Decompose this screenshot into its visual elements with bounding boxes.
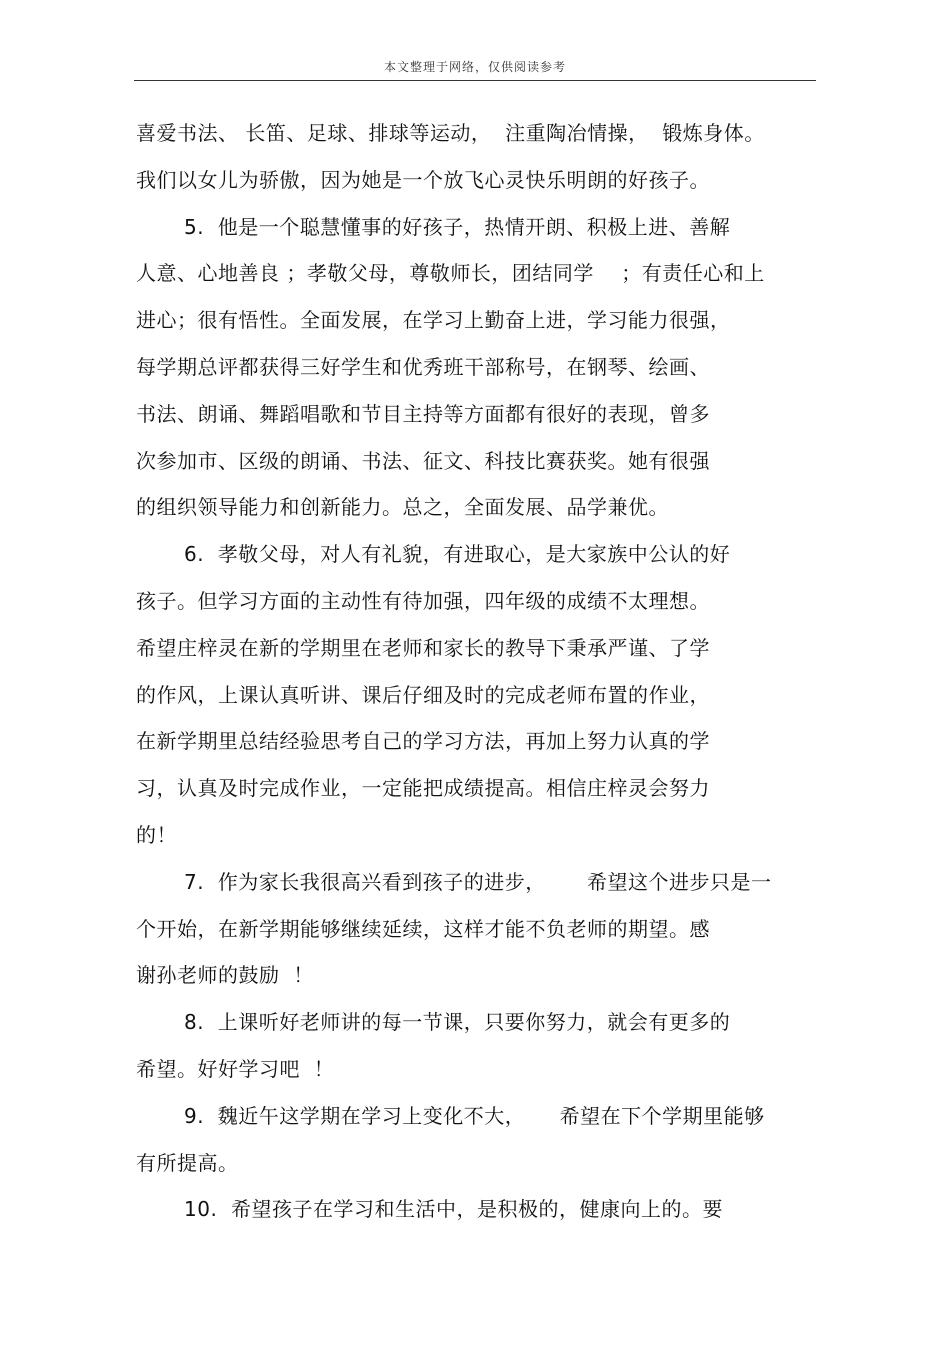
- text-line: 的！: [136, 822, 177, 847]
- text-line: 6. 孝敬父母，对人有礼貌，有进取心，是大家族中公认的好: [184, 542, 731, 567]
- text-line: 谢孙老师的鼓励 ！: [136, 963, 314, 988]
- document-body: [136, 110, 816, 1233]
- text-line: 10. 希望孩子在学习和生活中，是积极的，健康向上的。要: [184, 1197, 724, 1222]
- text-line: 进心；很有悟性。全面发展，在学习上勤奋上进，学习能力很强，: [136, 308, 731, 333]
- text-line: 我们以女儿为骄傲，因为她是一个放飞心灵快乐明朗的好孩子。: [136, 167, 710, 192]
- text-line: 个开始，在新学期能够继续延续，这样才能不负老师的期望。感: [136, 916, 710, 941]
- text-line: 有所提高。: [136, 1150, 239, 1175]
- text-line: 7. 作为家长我很高兴看到孩子的进步， 希望这个进步只是一: [184, 869, 772, 894]
- text-line: 希望庄梓灵在新的学期里在老师和家长的教导下秉承严谨、了学: [136, 635, 710, 660]
- text-line: 次参加市、区级的朗诵、书法、征文、科技比赛获奖。她有很强: [136, 448, 710, 473]
- page-header: 本文整理于网络，仅供阅读参考: [383, 60, 566, 74]
- text-line: 9. 魏近午这学期在学习上变化不大， 希望在下个学期里能够: [184, 1103, 765, 1128]
- text-line: 8. 上课听好老师讲的每一节课，只要你努力，就会有更多的: [184, 1010, 731, 1035]
- text-line: 书法、朗诵、舞蹈唱歌和节目主持等方面都有很好的表现，曾多: [136, 401, 710, 426]
- text-line: 孩子。但学习方面的主动性有待加强，四年级的成绩不太理想。: [136, 588, 710, 613]
- text-line: 的作风，上课认真听讲、课后仔细及时的完成老师布置的作业，: [136, 682, 710, 707]
- text-line: 习，认真及时完成作业，一定能把成绩提高。相信庄梓灵会努力: [136, 776, 710, 801]
- text-line: 每学期总评都获得三好学生和优秀班干部称号，在钢琴、绘画、: [136, 354, 710, 379]
- text-line: 在新学期里总结经验思考自己的学习方法，再加上努力认真的学: [136, 729, 710, 754]
- header-divider: [134, 80, 816, 81]
- text-line: 希望。好好学习吧 ！: [136, 1056, 335, 1081]
- text-line: 5. 他是一个聪慧懂事的好孩子，热情开朗、积极上进、善解: [184, 214, 731, 239]
- text-line: 喜爱书法、 长笛、足球、排球等运动， 注重陶冶情操， 锻炼身体。: [136, 121, 765, 145]
- text-line: 人意、心地善良 ；孝敬父母，尊敬师长，团结同学 ；有责任心和上: [136, 261, 765, 286]
- text-line: 的组织领导能力和创新能力。总之，全面发展、品学兼优。: [136, 495, 669, 520]
